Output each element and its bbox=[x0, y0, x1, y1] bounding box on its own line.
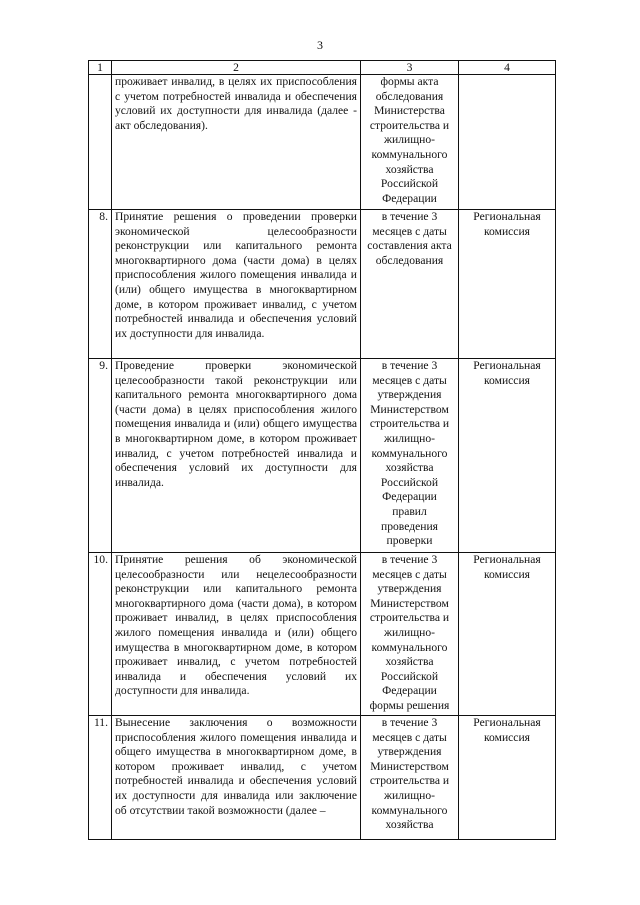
row-description: Принятие решения о проведении проверки экономической целесообразности реконструкции или капитального ремонта многоквартирного дома (части дома) в целях приспособления жилого помещения инвалида и (или) общего имущества в многоквартирном доме, в котором проживает инвалид, с учетом потребностей инвалида и обеспечения условий их доступности для инвалида. bbox=[112, 210, 361, 359]
column-header: 4 bbox=[459, 61, 556, 75]
row-number: 8. bbox=[89, 210, 112, 359]
row-executor: Региональная комиссия bbox=[459, 553, 556, 716]
row-number: 11. bbox=[89, 716, 112, 840]
row-description: Принятие решения об экономической целесообразности или нецелесообразности реконструкции или капитального ремонта многоквартирного дома (части дома), в котором проживает инвалид, в целях приспособления жилого помещения инвалида и (или) общего имущества в многоквартирном доме, в котором проживает инвалид, с учетом потребностей инвалида и обеспечения условий их доступности для инвалида. bbox=[112, 553, 361, 716]
row-executor bbox=[459, 75, 556, 210]
row-description: Проведение проверки экономической целесообразности такой реконструкции или капитального ремонта многоквартирного дома (части дома) в целях приспособления жилого помещения инвалида и (или) общего имущества в многоквартирном доме, в котором проживает инвалид, с учетом потребностей инвалида и обеспечения условий их доступности для инвалида. bbox=[112, 359, 361, 553]
row-number: 9. bbox=[89, 359, 112, 553]
table-row bbox=[89, 210, 556, 359]
row-term: в течение 3 месяцев с даты утверждения Министерством строительства и жилищно-коммунального хозяйства Российской Федерации формы решения bbox=[361, 553, 459, 716]
column-header: 3 bbox=[361, 61, 459, 75]
row-executor: Региональная комиссия bbox=[459, 359, 556, 553]
column-header: 1 bbox=[89, 61, 112, 75]
row-term: формы акта обследования Министерства строительства и жилищно-коммунального хозяйства Российской Федерации bbox=[361, 75, 459, 210]
row-number: 10. bbox=[89, 553, 112, 716]
table-row bbox=[89, 359, 556, 553]
row-executor: Региональная комиссия bbox=[459, 210, 556, 359]
page-number: 3 bbox=[317, 38, 323, 52]
table-row bbox=[89, 716, 556, 840]
table-row bbox=[89, 75, 556, 210]
column-header: 2 bbox=[112, 61, 361, 75]
row-term: в течение 3 месяцев с даты утверждения Министерством строительства и жилищно-коммунального хозяйства Российской Федерации правил проведения проверки bbox=[361, 359, 459, 553]
row-term: в течение 3 месяцев с даты составления акта обследования bbox=[361, 210, 459, 359]
row-term: в течение 3 месяцев с даты утверждения Министерством строительства и жилищно-коммунального хозяйства bbox=[361, 716, 459, 840]
measures-table bbox=[88, 60, 556, 840]
table-row bbox=[89, 553, 556, 716]
row-executor: Региональная комиссия bbox=[459, 716, 556, 840]
row-description: Вынесение заключения о возможности приспособления жилого помещения инвалида и общего имущества в многоквартирном доме, в котором проживает инвалид, с учетом потребностей инвалида и обеспечения условий их доступности для инвалида или заключение об отсутствии такой возможности (далее – bbox=[112, 716, 361, 840]
row-number bbox=[89, 75, 112, 210]
table-header-row bbox=[89, 61, 556, 75]
row-description: проживает инвалид, в целях их приспособления с учетом потребностей инвалида и обеспечения условий их доступности для инвалида (далее - акт обследования). bbox=[112, 75, 361, 210]
